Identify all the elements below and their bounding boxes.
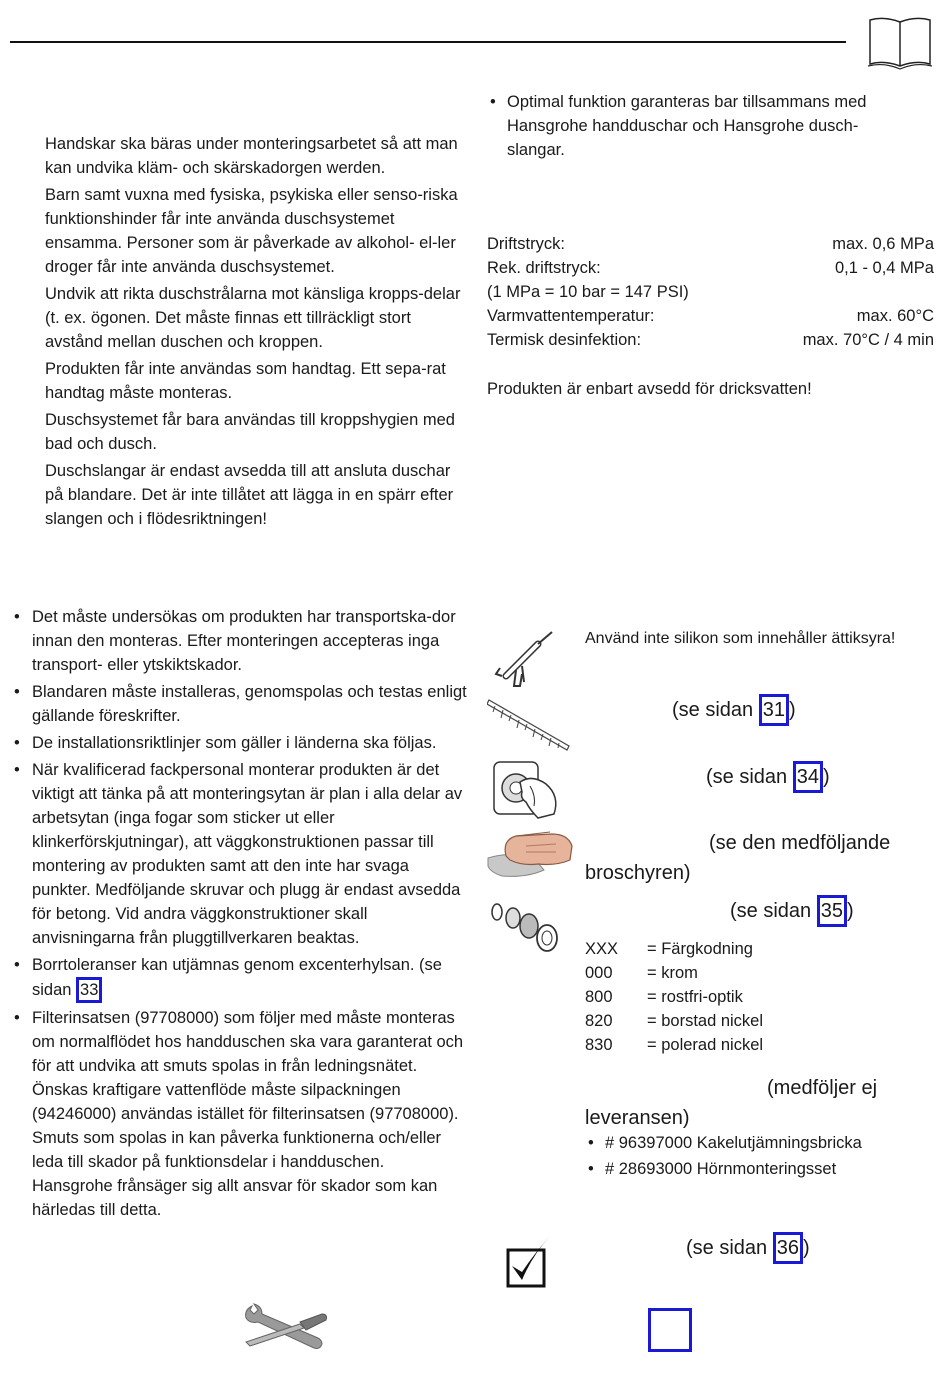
spec-value: max. 60°C — [856, 307, 934, 325]
color-name: = krom — [647, 964, 698, 982]
page-link-35[interactable]: 35 — [817, 895, 847, 927]
empty-link-box[interactable] — [648, 1308, 692, 1352]
page-link-31[interactable]: 31 — [759, 694, 789, 726]
ref-prefix: (se sidan — [730, 900, 817, 922]
color-row — [585, 1009, 764, 1033]
spec-row — [487, 232, 934, 256]
silicone-gun-icon — [494, 626, 558, 688]
ref-prefix: (se sidan — [672, 699, 759, 721]
spec-row — [487, 304, 934, 328]
color-row — [585, 1033, 764, 1057]
color-row — [585, 985, 743, 1009]
ref-suffix: ) — [822, 766, 830, 788]
spare-parts-icon — [489, 898, 559, 956]
ref-prefix: (se sidan — [686, 1237, 773, 1259]
safety-paragraph: Duschslangar är endast avsedda till att ansluta duschar på blandare. Det är inte tillåtet att lägga in en spärr efter slangen och i flödesriktningen! — [45, 462, 454, 528]
color-row — [585, 961, 698, 985]
color-code: 000 — [585, 964, 613, 982]
installation-list — [12, 605, 467, 1225]
ref-prefix: (se sidan — [706, 766, 793, 788]
page-link-33[interactable]: 33 — [76, 977, 102, 1003]
spec-label: Driftstryck: — [487, 235, 565, 253]
spec-row — [487, 280, 934, 304]
color-code: 820 — [585, 1012, 613, 1030]
color-name: = borstad nickel — [647, 1012, 764, 1030]
ref-suffix: ) — [846, 900, 854, 922]
installation-item: • Det måste undersökas om produkten har transportska-dor innan den monteras. Efter monteringen accepteras inga transport- eller ytskiktskador. — [12, 605, 467, 677]
color-code: XXX — [585, 940, 619, 958]
color-name: = rostfri-optik — [647, 988, 743, 1006]
safety-paragraph: Handskar ska bäras under monteringsarbetet så att man kan undvika kläm- och skärskadorgen werden. — [45, 135, 458, 177]
color-name: = polerad nickel — [647, 1036, 764, 1054]
borr-text: Borrtoleranser kan utjämnas genom excenterhylsan. (se sidan — [32, 956, 442, 999]
installation-item: • De installationsriktlinjer som gäller i länderna ska följas. — [12, 731, 467, 755]
installation-item: • Blandaren måste installeras, genomspolas och testas enligt gällande föreskrifter. — [12, 680, 467, 728]
safety-section — [45, 132, 465, 534]
safety-paragraph: Undvik att rikta duschstrålarna mot känsliga kropps-delar (t. ex. ögonen. Det måste finnas ett tillräckligt stort avstånd mellan duschen och kroppen. — [45, 285, 461, 351]
installation-item — [12, 953, 467, 1003]
silicone-warning: Använd inte silikon som innehåller ättiksyra! — [585, 630, 896, 647]
spec-label: Termisk desinfektion: — [487, 331, 642, 349]
ref-cleaning: (se den medföljande broschyren) — [585, 832, 891, 884]
ref-dimensions — [672, 694, 796, 726]
ref-suffix: ) — [788, 699, 796, 721]
hand-operation-icon — [490, 756, 564, 822]
cleaning-icon — [486, 826, 576, 886]
ref-operation — [706, 761, 830, 793]
accessory-item: • # 28693000 Hörnmonteringsset — [585, 1156, 862, 1182]
header-rule — [10, 41, 846, 43]
color-row — [585, 937, 753, 961]
drinking-water-note: Produkten är enbart avsedd för dricksvatten! — [487, 380, 812, 398]
spec-label: Rek. driftstryck: — [487, 259, 601, 277]
safety-paragraph: Produkten får inte användas som handtag. Ett sepa-rat handtag måste monteras. — [45, 360, 446, 402]
ruler-icon — [487, 696, 571, 752]
installation-item: • Filterinsatsen (97708000) som följer med måste monteras om normalflödet hos handduschen ska vara garanterat och för att undvika att smuts spolas in från ledningsnätet. Önskas kraftigare vattenflöde måste silpackningen (94246000) användas istället för filterinsatsen (97708000). Smuts som spolas in kan påverka funktionerna och/eller leda till skador på funktionsdelar i handduschen. Hansgrohe frånsäger sig allt ansvar för skador som kan härledas till detta. — [12, 1006, 467, 1222]
page-link-36[interactable]: 36 — [773, 1232, 803, 1264]
spec-value: max. 70°C / 4 min — [802, 331, 934, 349]
spec-value: 0,1 - 0,4 MPa — [834, 259, 934, 277]
note-list — [487, 90, 907, 162]
accessories-list — [585, 1130, 862, 1182]
book-icon — [866, 14, 934, 72]
checkbox-check-icon — [504, 1232, 554, 1292]
spec-label: (1 MPa = 10 bar = 147 PSI) — [487, 283, 689, 301]
accessories-heading: (medföljer ej leveransen) — [585, 1077, 878, 1129]
spec-row — [487, 256, 934, 280]
spec-value: max. 0,6 MPa — [832, 235, 934, 253]
color-name: = Färgkodning — [647, 940, 753, 958]
accessory-item: • # 96397000 Kakelutjämningsbricka — [585, 1130, 862, 1156]
ref-suffix: ) — [802, 1237, 810, 1259]
spec-label: Varmvattentemperatur: — [487, 307, 655, 325]
note-item: • Optimal funktion garanteras bar tillsammans med Hansgrohe handduschar och Hansgrohe dusch-slangar. — [487, 90, 907, 162]
ref-spare-parts — [730, 895, 854, 927]
page-link-34[interactable]: 34 — [793, 761, 823, 793]
color-code: 830 — [585, 1036, 613, 1054]
installation-item: • När kvalificerad fackpersonal monterar produkten är det viktigt att tänka på att monteringsytan är plan i alla delar av arbetsytan (inga fogar som sticker ut eller klinkerförskjutningar), att väggkonstruktionen passar till montering av produkten samt att den inte har svaga punkter. Medföljande skruvar och plugg är endast avsedda för betong. Vid andra väggkonstruktioner skall anvisningarna från pluggtillverkaren beaktas. — [12, 758, 467, 950]
spec-row — [487, 328, 934, 352]
safety-paragraph: Duschsystemet får bara användas till kroppshygien med bad och dusch. — [45, 411, 455, 453]
ref-test — [686, 1232, 810, 1264]
color-code: 800 — [585, 988, 613, 1006]
tools-icon — [240, 1298, 330, 1358]
safety-paragraph: Barn samt vuxna med fysiska, psykiska eller senso-riska funktionshinder får inte använda duschsystemet ensamma. Personer som är påverkade av alkohol- el-ler droger får inte använda duschsystemet. — [45, 186, 458, 276]
